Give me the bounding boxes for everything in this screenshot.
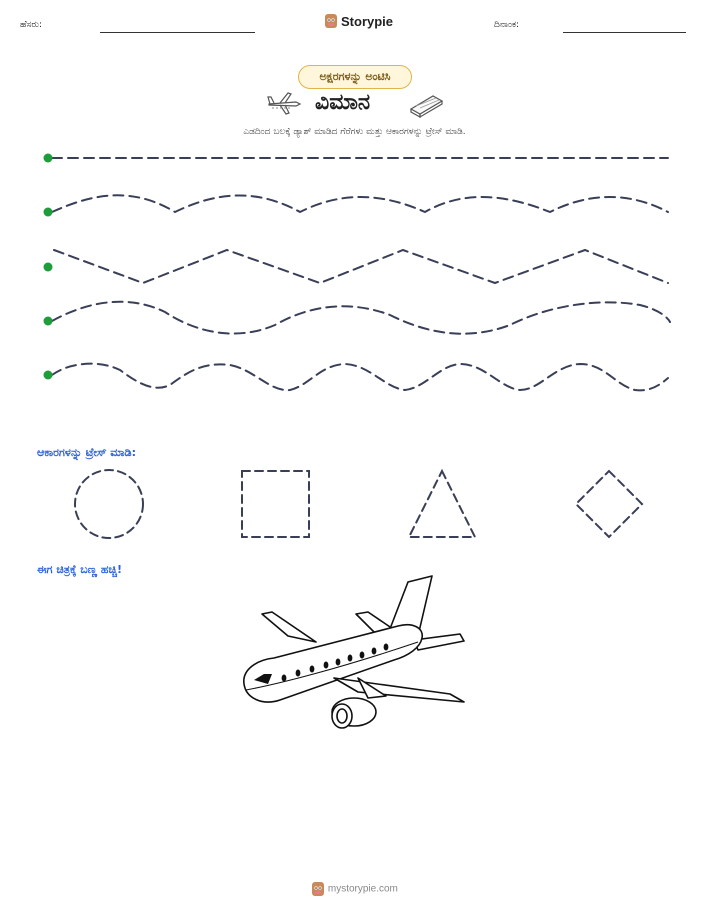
airplane-coloring-image[interactable] — [238, 574, 468, 734]
start-dot — [44, 154, 53, 163]
paste-letters-badge: ಅಕ್ಷರಗಳನ್ನು ಅಂಟಿಸಿ — [298, 65, 412, 89]
page-title: ವಿಮಾನ — [315, 90, 371, 115]
trace-circle[interactable] — [75, 470, 143, 538]
start-dot — [44, 317, 53, 326]
brand-name: Storypie — [341, 13, 394, 29]
trace-shapes — [0, 460, 709, 550]
color-heading: ಈಗ ಚಿತ್ರಕ್ಕೆ ಬಣ್ಣ ಹಚ್ಚಿ! — [37, 563, 123, 576]
mascot-logo-icon — [311, 881, 325, 897]
trace-line-curve[interactable] — [52, 302, 670, 334]
start-dot — [44, 208, 53, 217]
trace-line-wave[interactable] — [52, 195, 668, 212]
tracing-lines — [0, 0, 709, 400]
trace-line-bumps[interactable] — [52, 364, 668, 391]
trace-diamond[interactable] — [576, 471, 642, 537]
trace-triangle[interactable] — [409, 471, 475, 537]
name-label: ಹೆಸರು: — [20, 20, 43, 30]
start-dot — [44, 371, 53, 380]
shapes-heading: ಆಕಾರಗಳನ್ನು ಟ್ರೇಸ್ ಮಾಡಿ: — [37, 446, 136, 459]
footer — [0, 881, 709, 897]
date-label: ದಿನಾಂಕ: — [494, 20, 520, 30]
trace-line-zigzag[interactable] — [54, 250, 668, 283]
footer-url[interactable]: mystorypie.com — [327, 883, 398, 895]
start-dot — [44, 263, 53, 272]
trace-square[interactable] — [242, 471, 309, 537]
instruction-text: ಎಡದಿಂದ ಬಲಕ್ಕೆ ಡ್ಯಾಶ್ ಮಾಡಿದ ಗೆರೆಗಳು ಮತ್ತು ಆಕಾರಗಳನ್ನು ಟ್ರೇಸ್ ಮಾಡಿ. — [243, 127, 466, 137]
